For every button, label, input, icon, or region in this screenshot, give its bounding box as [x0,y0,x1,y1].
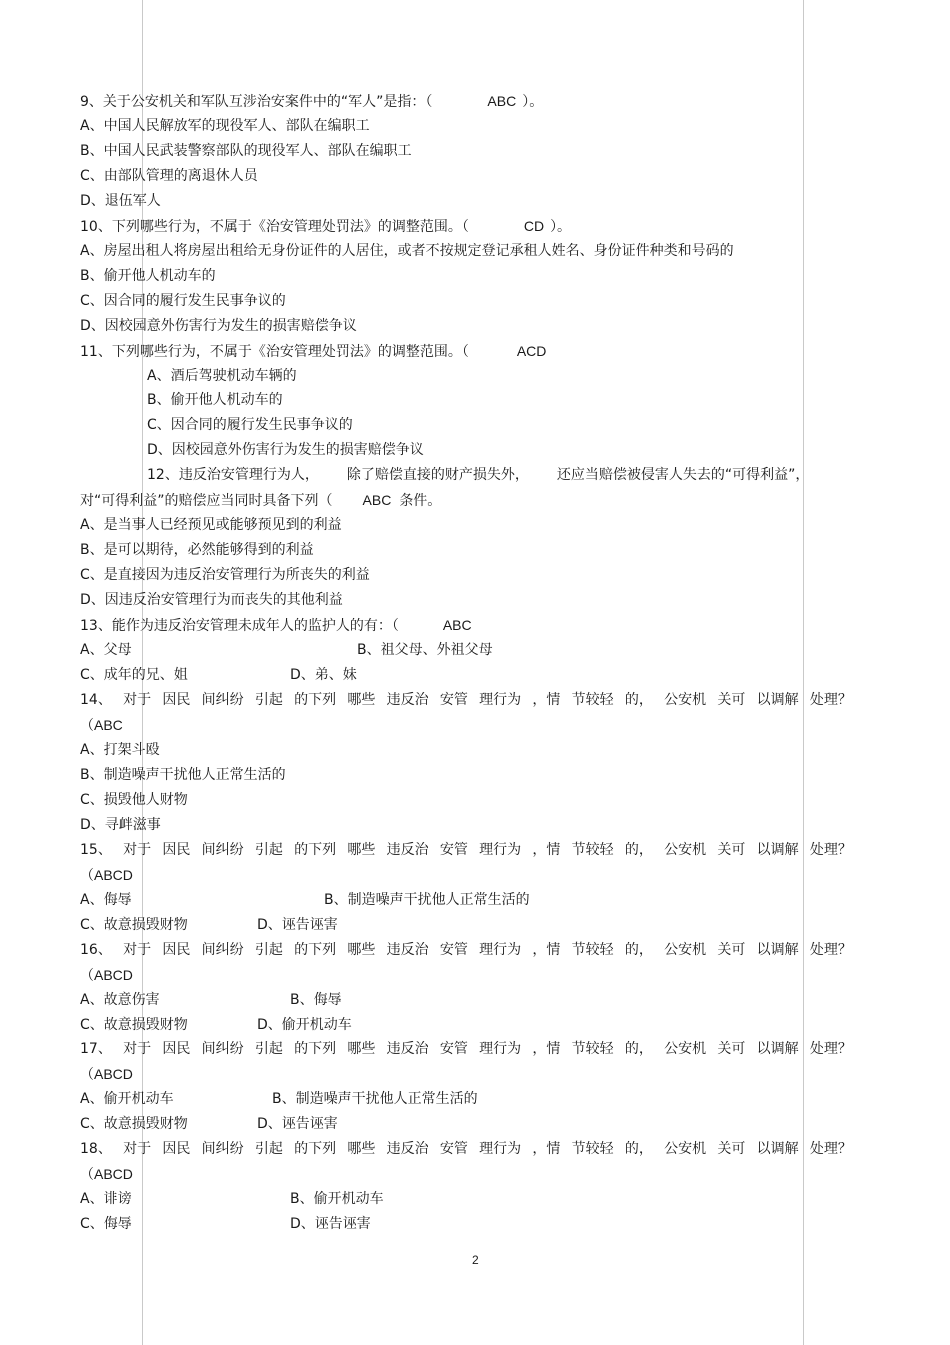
stem-seg: 间纠纷 [201,1041,244,1057]
stem-seg: 关可 [717,692,746,708]
stem-seg: 处理？ [809,942,852,958]
stem-seg: 安管 [439,942,468,958]
q15-option-d: D、诬告诬害 [257,917,338,933]
q9-option-c: C、由部队管理的离退休人员 [80,168,258,184]
stem-seg: 间纠纷 [201,842,244,858]
stem-seg: 安管 [439,842,468,858]
stem-seg: 关可 [717,1041,746,1057]
stem-seg: 的下列 [294,842,337,858]
stem-seg: 关可 [717,842,746,858]
stem-seg: 以调解 [756,942,799,958]
stem-seg: 因民 [162,1141,191,1157]
stem-seg: 节较轻 [571,1141,614,1157]
q14-option-c: C、损毁他人财物 [80,792,188,808]
question-14-stem [80,691,852,709]
stem-seg: 公安机 [664,1141,707,1157]
stem-seg: 引起 [254,842,283,858]
q17-option-c: C、故意损毁财物 [80,1116,188,1132]
stem-seg: 对于 [123,692,152,708]
q13-option-d: D、弟、妹 [290,667,357,683]
stem-seg: 处理？ [809,1141,852,1157]
stem-seg: 的下列 [294,942,337,958]
stem-seg: 理行为 [479,692,522,708]
stem-seg: 安管 [439,1041,468,1057]
question-16-stem [80,941,852,959]
q10-option-a: A、房屋出租人将房屋出租给无身份证件的人居住，或者不按规定登记承租人姓名、身份证件种类和号码的 [80,243,734,259]
stem-seg: 哪些 [347,1041,376,1057]
stem-seg: 节较轻 [571,842,614,858]
stem-seg: 的， [624,692,653,708]
stem-seg: 违反治 [386,1041,429,1057]
stem-seg: 引起 [254,692,283,708]
stem-seg: 以调解 [756,1041,799,1057]
question-17-number: 17、 [80,1041,112,1057]
q14-option-d: D、寻衅滋事 [80,817,161,833]
q14-option-a: A、打架斗殴 [80,742,160,758]
question-9-stem: 9、关于公安机关和军队互涉治安案件中的“军人”是指：（ [80,94,433,110]
stem-seg: 节较轻 [571,942,614,958]
q18-option-c: C、侮辱 [80,1216,132,1232]
stem-seg: 间纠纷 [201,942,244,958]
stem-seg: ，情 [532,1141,561,1157]
q13-option-a: A、父母 [80,642,132,658]
stem-seg: 理行为 [479,1041,522,1057]
stem-seg: 理行为 [479,842,522,858]
question-12-seg-1: 12、违反治安管理行为人， [147,467,319,483]
stem-seg: 的， [624,1141,653,1157]
stem-seg: 关可 [717,942,746,958]
stem-seg: 对于 [123,942,152,958]
stem-seg: 以调解 [756,842,799,858]
stem-seg: 安管 [439,692,468,708]
stem-seg: 公安机 [664,1041,707,1057]
stem-seg: 以调解 [756,692,799,708]
q13-option-b: B、祖父母、外祖父母 [357,642,493,658]
stem-seg: 引起 [254,1141,283,1157]
question-15-stem [80,841,852,859]
q12-option-b: B、是可以期待，必然能够得到的利益 [80,542,314,558]
q9-option-d: D、退伍军人 [80,193,161,209]
stem-seg: 以调解 [756,1141,799,1157]
q15-option-c: C、故意损毁财物 [80,917,188,933]
q11-option-d: D、因校园意外伤害行为发生的损害赔偿争议 [147,442,424,458]
stem-seg: 间纠纷 [201,692,244,708]
question-10 [80,217,571,236]
question-14-number: 14、 [80,692,112,708]
q10-option-b: B、偷开他人机动车的 [80,268,216,284]
stem-seg: 对于 [123,842,152,858]
q14-option-b: B、制造噪声干扰他人正常生活的 [80,767,286,783]
stem-seg: 因民 [162,942,191,958]
question-12-line-1 [147,466,809,484]
question-12-answer: ABC [362,492,392,508]
stem-seg: ，情 [532,842,561,858]
q10-option-d: D、因校园意外伤害行为发生的损害赔偿争议 [80,318,357,334]
stem-seg: 违反治 [386,1141,429,1157]
stem-seg: 公安机 [664,692,707,708]
stem-seg: 引起 [254,1041,283,1057]
stem-seg: 理行为 [479,1141,522,1157]
q16-option-a: A、故意伤害 [80,992,160,1008]
question-13-answer: ABC [442,617,472,633]
q12-option-c: C、是直接因为违反治安管理行为所丧失的利益 [80,567,370,583]
question-16-number: 16、 [80,942,112,958]
stem-seg: 的下列 [294,1041,337,1057]
question-11 [80,342,546,361]
stem-seg: 间纠纷 [201,1141,244,1157]
stem-seg: 哪些 [347,842,376,858]
stem-seg: 违反治 [386,842,429,858]
question-11-stem: 11、下列哪些行为，不属于《治安管理处罚法》的调整范围。（ [80,344,469,360]
question-16-answer: （ABCD [80,967,133,983]
q12-option-d: D、因违反治安管理行为而丧失的其他利益 [80,592,343,608]
stem-seg: 的下列 [294,1141,337,1157]
stem-seg: 节较轻 [571,692,614,708]
question-17-stem [80,1040,852,1058]
q16-option-d: D、偷开机动车 [257,1017,352,1033]
q16-option-b: B、侮辱 [290,992,342,1008]
stem-seg: 节较轻 [571,1041,614,1057]
q12-option-a: A、是当事人已经预见或能够预见到的利益 [80,517,342,533]
question-15-answer: （ABCD [80,867,133,883]
stem-seg: 因民 [162,692,191,708]
q18-option-a: A、诽谤 [80,1191,132,1207]
q13-option-c: C、成年的兄、姐 [80,667,188,683]
stem-seg: 对于 [123,1141,152,1157]
q10-option-c: C、因合同的履行发生民事争议的 [80,293,286,309]
question-17-answer: （ABCD [80,1066,133,1082]
stem-seg: 哪些 [347,1141,376,1157]
question-13 [80,616,472,635]
question-10-answer: CD [523,218,545,234]
q15-option-b: B、制造噪声干扰他人正常生活的 [324,892,530,908]
stem-seg: 的， [624,942,653,958]
q15-option-a: A、侮辱 [80,892,132,908]
stem-seg: 哪些 [347,942,376,958]
stem-seg: 引起 [254,942,283,958]
question-12-seg-2: 除了赔偿直接的财产损失外， [346,467,529,483]
question-9 [80,92,543,111]
stem-seg: 违反治 [386,692,429,708]
question-18-stem [80,1140,852,1158]
q17-option-a: A、偷开机动车 [80,1091,174,1107]
page-number: 2 [472,1253,479,1267]
stem-seg: 因民 [162,842,191,858]
q11-option-c: C、因合同的履行发生民事争议的 [147,417,353,433]
question-11-answer: ACD [516,343,547,359]
stem-seg: 的， [624,842,653,858]
question-15-number: 15、 [80,842,112,858]
stem-seg: 哪些 [347,692,376,708]
question-12-suffix: 条件。 [399,493,442,509]
q11-option-a: A、酒后驾驶机动车辆的 [147,368,297,384]
question-12-seg-3: 还应当赔偿被侵害人失去的“可得利益”， [556,467,810,483]
question-9-suffix: ）。 [522,94,544,110]
stem-seg: ，情 [532,942,561,958]
q18-option-d: D、诬告诬害 [290,1216,371,1232]
question-12-line-2 [80,491,441,510]
question-12-stem: 对“可得利益”的赔偿应当同时具备下列（ [80,493,333,509]
q9-option-a: A、中国人民解放军的现役军人、部队在编职工 [80,118,370,134]
question-18-answer: （ABCD [80,1166,133,1182]
question-13-stem: 13、能作为违反治安管理未成年人的监护人的有：（ [80,618,399,634]
stem-seg: 的， [624,1041,653,1057]
stem-seg: 安管 [439,1141,468,1157]
question-14-answer: （ABC [80,717,123,733]
stem-seg: 处理？ [809,842,852,858]
stem-seg: 违反治 [386,942,429,958]
stem-seg: 因民 [162,1041,191,1057]
q17-option-d: D、诬告诬害 [257,1116,338,1132]
stem-seg: ，情 [532,1041,561,1057]
q16-option-c: C、故意损毁财物 [80,1017,188,1033]
stem-seg: ，情 [532,692,561,708]
stem-seg: 公安机 [664,842,707,858]
question-10-suffix: ）。 [550,219,572,235]
stem-seg: 对于 [123,1041,152,1057]
question-9-answer: ABC [487,93,517,109]
stem-seg: 的下列 [294,692,337,708]
stem-seg: 理行为 [479,942,522,958]
q11-option-b: B、偷开他人机动车的 [147,392,283,408]
question-18-number: 18、 [80,1141,112,1157]
stem-seg: 处理？ [809,692,852,708]
q17-option-b: B、制造噪声干扰他人正常生活的 [272,1091,478,1107]
q18-option-b: B、偷开机动车 [290,1191,384,1207]
stem-seg: 关可 [717,1141,746,1157]
question-10-stem: 10、下列哪些行为，不属于《治安管理处罚法》的调整范围。（ [80,219,469,235]
q9-option-b: B、中国人民武装警察部队的现役军人、部队在编职工 [80,143,412,159]
stem-seg: 处理？ [809,1041,852,1057]
stem-seg: 公安机 [664,942,707,958]
